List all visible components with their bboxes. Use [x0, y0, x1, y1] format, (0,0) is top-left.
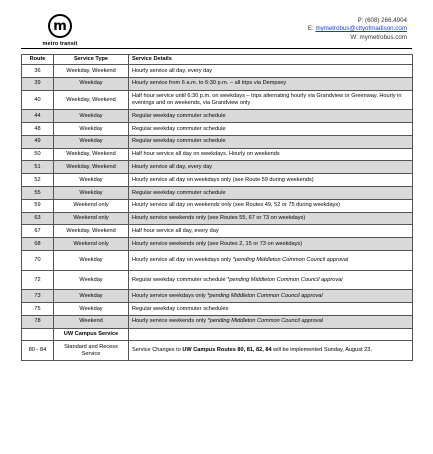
route-number: 72 — [22, 270, 54, 290]
service-details — [129, 302, 413, 315]
table-row — [22, 270, 413, 290]
service-details-text: Regular weekday commuter schedules — [132, 305, 229, 312]
service-details-text: Half hour service all day on weekdays. Hourly on weekends — [132, 151, 280, 158]
route-number: 70 — [22, 250, 54, 270]
table-row — [22, 238, 413, 251]
service-details — [129, 328, 413, 341]
route-number: 80 - 84 — [22, 341, 54, 361]
service-details-text: Regular weekday commuter schedule — [132, 112, 226, 119]
column-header-service-type: Service Type — [54, 55, 129, 65]
route-number: 51 — [22, 161, 54, 174]
service-details-text: Regular weekday commuter schedule — [132, 276, 228, 283]
service-details-emphasis: UW Campus Routes 80, 81, 82, 84 — [182, 347, 272, 354]
metro-transit-logo — [30, 14, 90, 47]
service-details-continuation: will be implemented Sunday, August 23. — [271, 347, 372, 354]
service-type: Weekend only — [54, 212, 129, 225]
service-details-text: Hourly service weekdays only — [132, 292, 208, 299]
service-type: Weekday — [54, 77, 129, 90]
service-details — [129, 65, 413, 78]
service-details — [129, 135, 413, 148]
table-row — [22, 148, 413, 161]
service-details-text: Half hour service until 6:30 p.m. on weekdays – trips alternating hourly via Grandview or Greenway. Hourly in evenings and on weekends, via Grandview only — [132, 93, 402, 106]
service-type: Weekday — [54, 250, 129, 270]
service-details-text: Hourly service all day on weekdays only (see Route 59 during weekends) — [132, 176, 314, 183]
route-number: 67 — [22, 225, 54, 238]
service-details-text: Hourly service all day, every day — [132, 163, 213, 170]
table-body — [22, 65, 413, 361]
service-details — [129, 341, 413, 361]
table-row — [22, 90, 413, 110]
service-details — [129, 270, 413, 290]
route-number: 55 — [22, 186, 54, 199]
route-number: 44 — [22, 110, 54, 123]
route-number: 39 — [22, 77, 54, 90]
route-number: 59 — [22, 199, 54, 212]
service-details — [129, 186, 413, 199]
route-number: 48 — [22, 122, 54, 135]
logo-name: metro transit — [42, 41, 78, 47]
route-number: 63 — [22, 212, 54, 225]
email-link[interactable]: mymetrobus@cityofmadison.com — [315, 25, 407, 33]
service-details — [129, 199, 413, 212]
logo-glyph: m — [53, 18, 67, 34]
route-number: 52 — [22, 174, 54, 187]
table-row — [22, 212, 413, 225]
service-details — [129, 315, 413, 328]
email-line — [308, 25, 407, 33]
service-type: Weekend only — [54, 199, 129, 212]
service-type: Weekday — [54, 110, 129, 123]
service-details — [129, 250, 413, 270]
service-details — [129, 148, 413, 161]
table-row — [22, 135, 413, 148]
service-details-text: Hourly service all day, every day — [132, 67, 213, 74]
service-details-text: Regular weekday commuter schedule — [132, 189, 226, 196]
column-header-route: Route — [22, 55, 54, 65]
table-row — [22, 315, 413, 328]
contact-info — [308, 17, 407, 42]
service-details — [129, 90, 413, 110]
table-row — [22, 290, 413, 303]
table-row — [22, 161, 413, 174]
route-number: 78 — [22, 315, 54, 328]
service-type: Weekday — [54, 270, 129, 290]
route-number: 73 — [22, 290, 54, 303]
website: W: mymetrobus.com — [350, 33, 407, 41]
approval-note: *pending Middleton Common Council approval — [207, 318, 323, 325]
route-service-table — [21, 54, 413, 361]
service-details-text: Half hour service all day, every day — [132, 227, 219, 234]
service-type: Weekday — [54, 186, 129, 199]
route-number: 49 — [22, 135, 54, 148]
service-details-text: Hourly service weekends only (see Routes 2, 15 or 73 on weekdays) — [132, 240, 303, 247]
route-number: 50 — [22, 148, 54, 161]
service-type: Weekday, Weekend — [54, 161, 129, 174]
table-row — [22, 225, 413, 238]
table-row — [22, 65, 413, 78]
service-details — [129, 110, 413, 123]
service-type: Weekday, Weekend — [54, 148, 129, 161]
service-details-text: Hourly service weekends only — [132, 318, 208, 325]
table-header-row — [22, 55, 413, 65]
service-details-text: Regular weekday commuter schedule — [132, 125, 226, 132]
route-number: 68 — [22, 238, 54, 251]
service-type: Weekday — [54, 290, 129, 303]
table-row — [22, 186, 413, 199]
table-row — [22, 250, 413, 270]
service-type: Weekend — [54, 315, 129, 328]
route-number: 40 — [22, 90, 54, 110]
service-details-text: Hourly service all day on weekends only (see Routes 49, 52 or 75 during weekdays) — [132, 202, 341, 209]
table-row — [22, 122, 413, 135]
service-details — [129, 77, 413, 90]
service-details — [129, 174, 413, 187]
service-type: Weekday, Weekend — [54, 225, 129, 238]
metro-transit-logo-icon — [48, 14, 72, 38]
route-number: 36 — [22, 65, 54, 78]
service-details-text: Hourly service from 6 a.m. to 6:30 p.m. – all trips via Dempsey — [132, 80, 287, 87]
service-type: Weekday, Weekend — [54, 65, 129, 78]
service-type: Weekday — [54, 302, 129, 315]
service-type: Weekday, Weekend — [54, 90, 129, 110]
table-row — [22, 174, 413, 187]
service-details-text: Service Changes to — [132, 347, 183, 354]
table-row — [22, 328, 413, 341]
email-prefix: E: — [307, 25, 316, 33]
service-details — [129, 238, 413, 251]
service-details — [129, 122, 413, 135]
header-divider — [21, 48, 412, 49]
service-details — [129, 161, 413, 174]
phone-number: P: (608) 266.4904 — [357, 17, 407, 24]
service-type: Weekday — [54, 174, 129, 187]
service-type: Weekday — [54, 122, 129, 135]
approval-note: *pending Middleton Common Council approval — [232, 256, 349, 263]
column-header-service-details: Service Details — [129, 55, 413, 65]
service-details-text: Hourly service weekends only (see Routes 55, 67 or 73 on weekdays) — [132, 215, 306, 222]
route-number — [22, 328, 54, 341]
service-type: Weekend only — [54, 238, 129, 251]
table-row — [22, 341, 413, 361]
route-number: 75 — [22, 302, 54, 315]
service-type: Standard and Recess Service — [54, 341, 129, 361]
table-row — [22, 110, 413, 123]
table-row — [22, 199, 413, 212]
service-type: Weekday — [54, 135, 129, 148]
table-row — [22, 302, 413, 315]
table-row — [22, 77, 413, 90]
service-details — [129, 212, 413, 225]
service-details — [129, 290, 413, 303]
service-details-text: Hourly service all day on weekdays only — [132, 256, 233, 263]
approval-note: *pending Middleton Common Council approval — [227, 276, 343, 283]
approval-note: *pending Middleton Common Council approval — [207, 292, 323, 299]
service-type: UW Campus Service — [54, 328, 129, 341]
service-details — [129, 225, 413, 238]
service-details-text: Regular weekday commuter schedule — [132, 138, 226, 145]
